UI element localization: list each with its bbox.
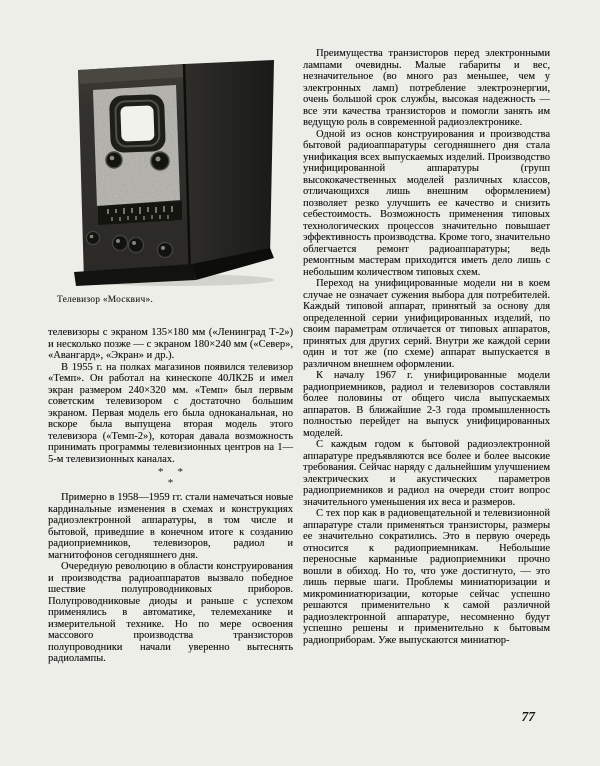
paragraph-left-4: Очередную революцию в области конструирования и производства радиоаппаратов вызвало победное шествие полупроводниковых приборов. Полупроводниковые диоды и раньше с успехом применялись в автоматике, телемеханике и измерительной технике. Но по мере освоения массового производства транзисторов полупроводники начали уверенно вытеснять радиолампы.	[48, 561, 293, 664]
paragraph-right-1: Преимущества транзисторов перед электронными лампами очевидны. Малые габариты и вес, незначительное (во много раз меньшее, чем у электронных ламп) потребление электроэнергии, очень большой срок службы, высокая надежность — все эти качества транзисторов и помогли занять им ведущую роль в современной радиоэлектронике.	[303, 48, 550, 128]
paragraph-right-2: Одной из основ конструирования и производства бытовой радиоаппаратуры сегодняшнего дня стала унификация всех выпускаемых изделий. Производство унифицированной аппаратуры (групп высококачественных моделей различных классов, отличающихся лишь внешним оформлением) позволяет резко улучшить ее качество и снизить себестоимость. Возможность применения типовых технологических процессов значительно повышает эффективность производства. Кроме того, значительно облегчается ремонт радиоаппаратуры; ведь ремонтным мастерам приходится иметь дело лишь с небольшим количеством типовых схем.	[303, 128, 550, 278]
tv-photo	[68, 46, 280, 288]
asterisk-separator	[48, 465, 293, 492]
paragraph-left-1: телевизоры с экраном 135×180 мм («Ленинград Т-2») и несколько позже — с экраном 180×240 мм («Север», «Авангард», «Экран» и др.).	[48, 327, 293, 361]
tv-screen-group	[109, 94, 166, 153]
right-column	[303, 48, 550, 646]
paragraph-left-2: В 1955 г. на полках магазинов появился телевизор «Темп». Он работал на кинескопе 40ЛК2Б и имел экран размером 240×320 мм. «Темп» был первым советским телевизором с достаточно большим экраном. Первая модель его была одноканальная, но вскоре была выпущена вторая модель этого телевизора («Темп-2»), которая давала возможность принимать программы телевизионных центров на 1—5-м телевизионных каналах.	[48, 361, 293, 465]
paragraph-right-5: С каждым годом к бытовой радиоэлектронной аппаратуре предъявляются все более и более высокие требования. Сейчас наряду с дальнейшим улучшением электрических и акустических параметров радиоприемников и радиол на очереди стоит вопрос значительного уменьшения их веса и размеров.	[303, 439, 550, 508]
left-column	[48, 327, 293, 665]
paragraph-right-4: К началу 1967 г. унифицированные модели радиоприемников, радиол и телевизоров составляли более половины от общего числа выпускаемых аппаратов. В ближайшие 2-3 года промышленность полностью перейдет на выпуск унифицированных моделей.	[303, 370, 550, 439]
paragraph-right-3: Переход на унифицированные модели ни в коем случае не означает сужения выбора для потребителей. Каждый типовой аппарат, принятый за основу для определенной серии унифицированных изделий, по своим параметрам отличается от типовых аппаратов, принятых для других серий. Внутри же каждой серии один и тот же (по схеме) аппарат выпускается в различном внешнем оформлении.	[303, 278, 550, 370]
figure-caption: Телевизор «Москвич».	[57, 295, 154, 305]
tv-screen	[120, 105, 154, 141]
tv-side-panel	[184, 60, 274, 276]
tv-photo-figure	[68, 46, 280, 288]
page-number: 77	[521, 709, 535, 724]
paragraph-right-6: С тех пор как в радиовещательной и телевизионной аппаратуре стали применяться транзисторы, размеры ее значительно сократились. Это в первую очередь относится к радиоприемникам. Небольшие переносные карманные радиоприемники прочно вошли в обиход. Но то, что уже достигнуто, — это лишь первые шаги. Проблемы миниатюризации и микроминиатюризации, которые сейчас успешно решаются применительно к самой различной радиоэлектронной аппаратуре, несомненно будут успешно решены и применительно к бытовым радиоприборам. Уже выпускаются миниатюр-	[303, 508, 550, 646]
asterisk-row-top: * *	[157, 466, 184, 478]
asterisk-row-bottom: *	[167, 477, 174, 489]
paragraph-left-3: Примерно в 1958—1959 гг. стали намечаться новые кардинальные изменения в схемах и конструкциях радиоэлектронной аппаратуры, в том числе и бытовой, приведшие в конечном итоге к созданию радиоприемников, телевизоров, радиол и магнитофонов сегодняшнего дня.	[48, 492, 293, 561]
